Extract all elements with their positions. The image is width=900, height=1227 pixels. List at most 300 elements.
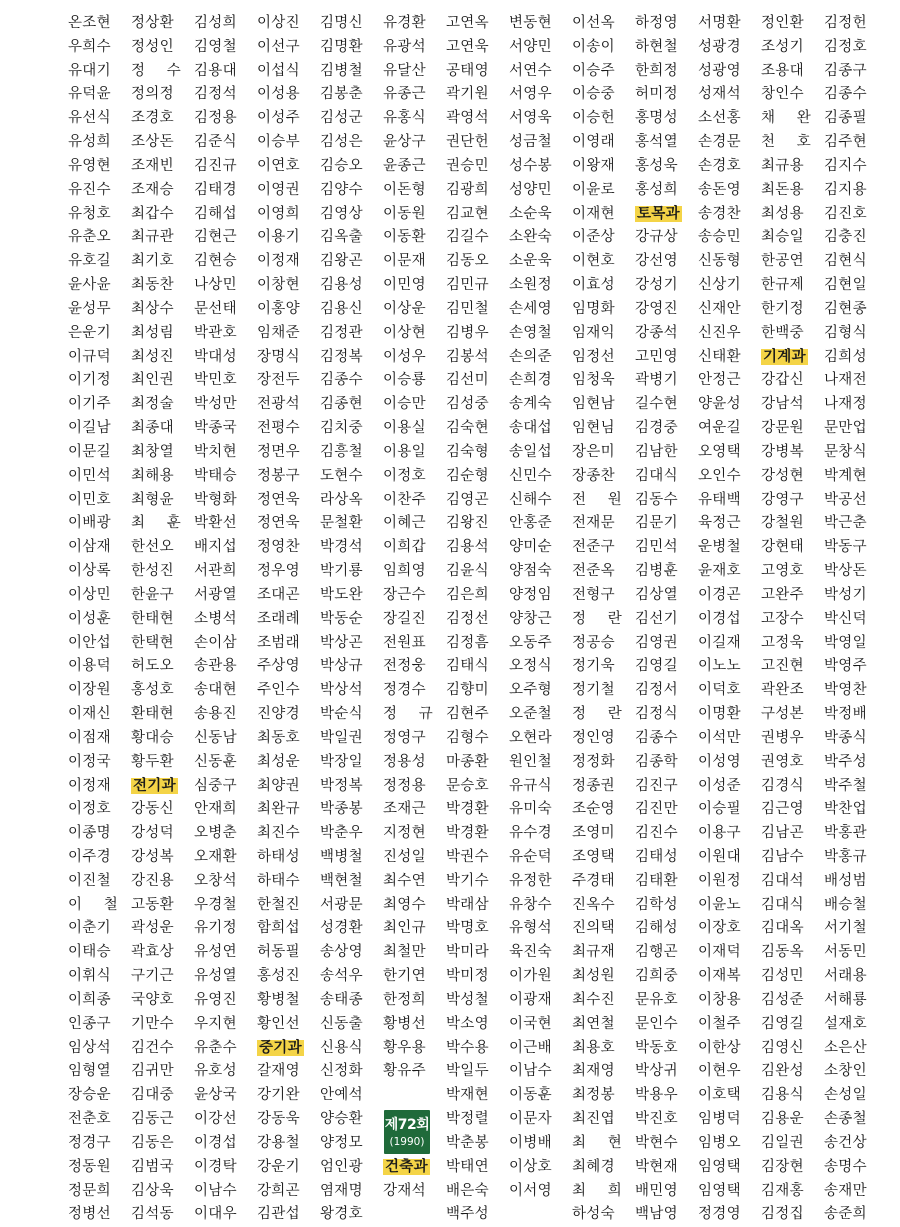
name-entry: 이재신 <box>68 706 111 723</box>
name-entry: 이남수 <box>194 1182 237 1199</box>
name-entry: 김문기 <box>635 515 678 532</box>
name-entry: 김민석 <box>635 539 678 556</box>
name-entry: 유종근 <box>383 86 426 103</box>
name-entry: 송대현 <box>194 682 237 699</box>
name-entry: 라상옥 <box>320 491 363 508</box>
name-entry: 오정식 <box>509 658 552 675</box>
name-entry: 주상영 <box>257 658 300 675</box>
name-entry: 강철원 <box>761 515 804 532</box>
name-entry: 김동은 <box>131 1134 174 1151</box>
name-entry: 박장일 <box>320 753 363 770</box>
name-entry: 최돈용 <box>761 181 804 198</box>
name-entry: 육진숙 <box>509 944 552 961</box>
name-entry: 정 수 <box>131 62 181 79</box>
name-entry: 이강선 <box>194 1111 237 1128</box>
name-entry: 이승중 <box>572 86 615 103</box>
name-entry: 박래삼 <box>446 896 489 913</box>
department-heading: 전기과 <box>133 777 176 794</box>
name-entry: 유호성 <box>194 1063 237 1080</box>
name-entry: 하정영 <box>635 15 678 31</box>
name-entry: 이승만 <box>383 396 426 413</box>
name-entry: 장승운 <box>68 1087 111 1104</box>
name-entry: 박공선 <box>824 491 867 508</box>
name-entry: 김영길 <box>761 1015 804 1032</box>
name-entry: 허도오 <box>131 658 174 675</box>
name-entry: 김영권 <box>635 634 678 651</box>
name-entry: 이찬주 <box>383 491 426 508</box>
name-entry: 강갑신 <box>761 372 804 389</box>
name-entry: 박춘봉 <box>446 1134 489 1151</box>
name-entry: 엄인광 <box>320 1158 363 1175</box>
name-entry: 김용신 <box>320 300 363 317</box>
name-entry: 배승철 <box>824 896 867 913</box>
name-entry: 오병춘 <box>194 825 237 842</box>
name-entry: 박찬업 <box>824 801 867 818</box>
name-entry: 이근배 <box>509 1039 552 1056</box>
name-entry: 이민영 <box>383 277 426 294</box>
name-entry: 박주철 <box>824 777 867 794</box>
name-entry: 이문길 <box>68 443 111 460</box>
name-entry: 임채준 <box>257 324 300 341</box>
name-entry: 유미숙 <box>509 801 552 818</box>
name-entry: 윤상구 <box>383 134 426 151</box>
name-entry: 김종구 <box>824 62 867 79</box>
name-entry: 원인철 <box>509 753 552 770</box>
name-entry: 김현식 <box>824 253 867 270</box>
name-entry: 김종수 <box>635 729 678 746</box>
name-entry: 장근수 <box>383 586 426 603</box>
name-entry: 이용일 <box>383 443 426 460</box>
name-entry: 신정화 <box>320 1063 363 1080</box>
name-entry: 박대성 <box>194 348 237 365</box>
name-entry: 조용대 <box>761 62 804 79</box>
name-entry: 소은산 <box>824 1039 867 1056</box>
name-entry: 최성원 <box>572 968 615 985</box>
name-entry: 이장호 <box>698 920 741 937</box>
name-entry: 여운길 <box>698 420 741 437</box>
name-entry: 조영택 <box>572 848 615 865</box>
name-entry: 이돈형 <box>383 181 426 198</box>
name-entry: 강남석 <box>761 396 804 413</box>
name-entry: 심중구 <box>194 777 237 794</box>
name-entry: 한희정 <box>635 62 678 79</box>
name-entry: 정공승 <box>572 634 615 651</box>
name-entry: 최종대 <box>131 420 174 437</box>
name-entry: 정종권 <box>572 777 615 794</box>
name-entry: 김은희 <box>446 586 489 603</box>
name-entry: 정경영 <box>698 1206 741 1223</box>
name-entry: 권승민 <box>446 157 489 174</box>
name-entry: 오영택 <box>698 443 741 460</box>
name-entry: 한윤구 <box>131 586 174 603</box>
name-entry: 정정화 <box>572 753 615 770</box>
name-entry: 정경수 <box>383 682 426 699</box>
department-heading: 토목과 <box>637 205 680 222</box>
name-entry: 소운욱 <box>509 253 552 270</box>
name-entry: 박미라 <box>446 944 489 961</box>
name-entry: 이정호 <box>68 801 111 818</box>
name-entry: 이길남 <box>68 420 111 437</box>
name-entry: 김민규 <box>446 277 489 294</box>
name-entry: 이상현 <box>383 324 426 341</box>
name-entry: 이국현 <box>509 1015 552 1032</box>
name-entry: 이대우 <box>194 1206 237 1223</box>
name-entry: 김종수 <box>320 372 363 389</box>
name-entry: 유수경 <box>509 825 552 842</box>
name-entry: 김흥철 <box>320 443 363 460</box>
name-entry: 전춘호 <box>68 1111 111 1128</box>
name-entry: 김해섭 <box>194 205 237 222</box>
name-entry: 유덕윤 <box>68 86 111 103</box>
name-entry: 강현태 <box>761 539 804 556</box>
name-entry: 하성숙 <box>572 1206 615 1223</box>
name-entry: 박동순 <box>320 610 363 627</box>
name-entry: 전광석 <box>257 396 300 413</box>
name-entry: 이홍양 <box>257 300 300 317</box>
name-entry: 박정복 <box>320 777 363 794</box>
name-entry: 서래용 <box>824 968 867 985</box>
name-entry: 강희곤 <box>257 1182 300 1199</box>
name-entry: 김재홍 <box>761 1182 804 1199</box>
name-entry: 고정욱 <box>761 634 804 651</box>
name-entry: 정 란 <box>572 610 622 627</box>
name-entry: 김용운 <box>761 1111 804 1128</box>
name-entry: 최성진 <box>131 348 174 365</box>
name-entry: 박정렬 <box>446 1111 489 1128</box>
name-entry: 왕경호 <box>320 1206 363 1223</box>
name-entry: 김태성 <box>635 848 678 865</box>
name-entry: 이희종 <box>68 991 111 1008</box>
name-entry: 유대기 <box>68 62 111 79</box>
name-entry: 김성민 <box>761 968 804 985</box>
name-entry: 김병우 <box>446 324 489 341</box>
name-entry: 손영철 <box>509 324 552 341</box>
name-entry: 김상욱 <box>131 1182 174 1199</box>
name-entry: 김종현 <box>320 396 363 413</box>
name-entry: 신용식 <box>320 1039 363 1056</box>
name-entry: 한택현 <box>131 634 174 651</box>
name-entry: 박태승 <box>194 467 237 484</box>
name-entry: 신해수 <box>509 491 552 508</box>
name-entry: 박종식 <box>824 729 867 746</box>
name-entry: 한태현 <box>131 610 174 627</box>
name-entry: 김숙현 <box>446 420 489 437</box>
name-entry: 소완숙 <box>509 229 552 246</box>
name-entry: 정영구 <box>383 729 426 746</box>
name-entry: 강진용 <box>131 872 174 889</box>
name-entry: 황대승 <box>131 729 174 746</box>
name-entry: 김지용 <box>824 181 867 198</box>
name-entry: 이한상 <box>698 1039 741 1056</box>
name-entry: 이가원 <box>509 968 552 985</box>
name-entry: 최창열 <box>131 443 174 460</box>
name-entry: 박춘우 <box>320 825 363 842</box>
name-entry: 김정식 <box>635 706 678 723</box>
name-entry: 성광경 <box>698 38 741 55</box>
name-entry: 서명환 <box>698 15 741 31</box>
name-entry: 채 완 <box>761 110 811 127</box>
name-entry: 송승민 <box>698 229 741 246</box>
name-entry: 윤사윤 <box>68 277 111 294</box>
name-entry: 허미정 <box>635 86 678 103</box>
name-entry: 한선오 <box>131 539 174 556</box>
name-entry: 김선미 <box>446 372 489 389</box>
name-entry: 이안섭 <box>68 634 111 651</box>
name-entry: 최연철 <box>572 1015 615 1032</box>
name-entry: 최진수 <box>257 825 300 842</box>
name-entry: 문유호 <box>635 991 678 1008</box>
name-entry: 박상돈 <box>824 563 867 580</box>
name-entry: 박관호 <box>194 324 237 341</box>
name-entry: 유춘오 <box>68 229 111 246</box>
name-entry: 유성열 <box>194 968 237 985</box>
name-entry: 안재희 <box>194 801 237 818</box>
name-entry: 신동남 <box>194 729 237 746</box>
name-entry: 김완성 <box>761 1063 804 1080</box>
name-entry: 유경환 <box>383 15 426 31</box>
name-entry: 정인영 <box>572 729 615 746</box>
name-entry: 김지수 <box>824 157 867 174</box>
name-entry: 소병석 <box>194 610 237 627</box>
name-entry: 박경환 <box>446 825 489 842</box>
name-entry: 서해룡 <box>824 991 867 1008</box>
name-entry: 배지섭 <box>194 539 237 556</box>
name-entry: 이희갑 <box>383 539 426 556</box>
name-entry: 김동수 <box>635 491 678 508</box>
name-entry: 김승오 <box>320 157 363 174</box>
name-entry: 최완규 <box>257 801 300 818</box>
name-entry: 최양권 <box>257 777 300 794</box>
name-entry: 김형수 <box>446 729 489 746</box>
name-entry: 나재정 <box>824 396 867 413</box>
name-entry: 송석우 <box>320 968 363 985</box>
name-entry: 문선태 <box>194 300 237 317</box>
name-entry: 신상기 <box>698 277 741 294</box>
name-entry: 강동신 <box>131 801 174 818</box>
name-entry: 김현근 <box>194 229 237 246</box>
name-entry: 정영찬 <box>257 539 300 556</box>
name-entry: 박경석 <box>320 539 363 556</box>
name-entry: 백현철 <box>320 872 363 889</box>
name-entry: 이정국 <box>68 753 111 770</box>
name-entry: 문승호 <box>446 777 489 794</box>
name-entry: 이정재 <box>257 253 300 270</box>
name-entry: 박형화 <box>194 491 237 508</box>
name-entry: 박재현 <box>446 1087 489 1104</box>
name-entry: 유태백 <box>698 491 741 508</box>
name-entry: 정병선 <box>68 1206 111 1223</box>
name-entry: 박기수 <box>446 872 489 889</box>
name-entry: 양창근 <box>509 610 552 627</box>
name-entry: 김대식 <box>761 896 804 913</box>
name-entry: 김순형 <box>446 467 489 484</box>
name-entry: 신동훈 <box>194 753 237 770</box>
name-entry: 최동찬 <box>131 277 174 294</box>
name-entry: 최정술 <box>131 396 174 413</box>
name-entry: 서기철 <box>824 920 867 937</box>
name-entry: 유영현 <box>68 157 111 174</box>
name-entry: 이왕재 <box>572 157 615 174</box>
name-entry: 황병선 <box>383 1015 426 1032</box>
name-entry: 문만업 <box>824 420 867 437</box>
name-entry: 김대식 <box>635 467 678 484</box>
name-entry: 정성인 <box>131 38 174 55</box>
name-entry: 이점재 <box>68 729 111 746</box>
name-entry: 이동훈 <box>509 1087 552 1104</box>
name-entry: 양정임 <box>509 586 552 603</box>
name-entry: 유영진 <box>194 991 237 1008</box>
name-entry: 임병오 <box>698 1134 741 1151</box>
name-entry: 한정희 <box>383 991 426 1008</box>
name-entry: 박일권 <box>320 729 363 746</box>
name-entry: 유홍식 <box>383 110 426 127</box>
name-entry: 성광영 <box>698 62 741 79</box>
name-entry: 김용대 <box>194 62 237 79</box>
name-entry: 이철주 <box>698 1015 741 1032</box>
name-entry: 기만수 <box>131 1015 174 1032</box>
name-entry: 박상석 <box>320 682 363 699</box>
name-entry: 성재석 <box>698 86 741 103</box>
name-entry: 김윤식 <box>446 563 489 580</box>
name-entry: 김치중 <box>320 420 363 437</box>
name-entry: 김봉석 <box>446 348 489 365</box>
name-entry: 서동민 <box>824 944 867 961</box>
name-entry: 이 철 <box>68 896 118 913</box>
name-entry: 정동원 <box>68 1158 111 1175</box>
name-entry: 전형구 <box>572 586 615 603</box>
name-entry: 강기완 <box>257 1087 300 1104</box>
name-entry: 김경식 <box>761 777 804 794</box>
name-entry: 온조현 <box>68 15 111 31</box>
name-entry: 한공연 <box>761 253 804 270</box>
name-entry: 김대석 <box>761 872 804 889</box>
name-entry: 전평수 <box>257 420 300 437</box>
name-entry: 조순영 <box>572 801 615 818</box>
name-entry: 백남영 <box>635 1206 678 1223</box>
name-entry: 김범국 <box>131 1158 174 1175</box>
name-entry: 조상돈 <box>131 134 174 151</box>
name-entry: 백주성 <box>446 1206 489 1223</box>
name-entry: 이문재 <box>383 253 426 270</box>
name-entry: 양정모 <box>320 1134 363 1151</box>
name-entry: 최진엽 <box>572 1111 615 1128</box>
name-entry: 장은미 <box>572 443 615 460</box>
name-entry: 최상수 <box>131 300 174 317</box>
name-entry: 박명호 <box>446 920 489 937</box>
name-entry: 환태현 <box>131 706 174 723</box>
name-entry: 임현남 <box>572 396 615 413</box>
name-entry: 최인규 <box>383 920 426 937</box>
name-entry: 김현주 <box>446 706 489 723</box>
name-entry: 정정용 <box>383 777 426 794</box>
name-entry: 안정근 <box>698 372 741 389</box>
name-entry: 오재환 <box>194 848 237 865</box>
name-entry: 송대섭 <box>509 420 552 437</box>
name-entry: 김정석 <box>194 86 237 103</box>
name-entry: 권영호 <box>761 753 804 770</box>
name-entry: 유규식 <box>509 777 552 794</box>
name-entry: 강동욱 <box>257 1111 300 1128</box>
name-entry: 김충진 <box>824 229 867 246</box>
name-entry: 김명신 <box>320 15 363 31</box>
name-entry: 김상열 <box>635 586 678 603</box>
name-entry: 서영욱 <box>509 110 552 127</box>
name-entry: 이경섭 <box>194 1134 237 1151</box>
name-entry: 이창현 <box>257 277 300 294</box>
name-entry: 김태식 <box>446 658 489 675</box>
name-entry: 신민수 <box>509 467 552 484</box>
name-entry: 박성철 <box>446 991 489 1008</box>
name-entry: 이동환 <box>383 229 426 246</box>
name-entry: 고동환 <box>131 896 174 913</box>
name-entry: 조재근 <box>383 801 426 818</box>
name-entry: 임병덕 <box>698 1111 741 1128</box>
name-entry: 최기호 <box>131 253 174 270</box>
name-entry: 유호길 <box>68 253 111 270</box>
name-entry: 이휘식 <box>68 968 111 985</box>
name-entry: 소창인 <box>824 1063 867 1080</box>
name-entry: 최인권 <box>131 372 174 389</box>
name-entry: 이승필 <box>698 801 741 818</box>
name-entry: 하태수 <box>257 872 300 889</box>
name-entry: 홍성희 <box>635 181 678 198</box>
name-entry: 김정관 <box>320 324 363 341</box>
name-entry: 이성영 <box>698 753 741 770</box>
name-entry: 김장현 <box>761 1158 804 1175</box>
department-heading: 기계과 <box>763 348 806 365</box>
name-entry: 김진수 <box>635 825 678 842</box>
name-entry: 주경태 <box>572 872 615 889</box>
name-entry: 송돈영 <box>698 181 741 198</box>
name-entry: 윤종근 <box>383 157 426 174</box>
name-entry: 오현라 <box>509 729 552 746</box>
name-entry: 정경구 <box>68 1134 111 1151</box>
name-entry: 강성기 <box>635 277 678 294</box>
name-entry: 이배광 <box>68 515 111 532</box>
name-entry: 정연욱 <box>257 491 300 508</box>
name-entry: 박상곤 <box>320 634 363 651</box>
name-entry: 김용식 <box>761 1087 804 1104</box>
name-entry: 유달산 <box>383 62 426 79</box>
name-entry: 이성훈 <box>68 610 111 627</box>
name-entry: 양미순 <box>509 539 552 556</box>
name-entry: 김정집 <box>761 1206 804 1223</box>
name-entry: 서영우 <box>509 86 552 103</box>
name-entry: 이동원 <box>383 205 426 222</box>
name-entry: 고완주 <box>761 586 804 603</box>
name-entry: 백병철 <box>320 848 363 865</box>
name-entry: 김영철 <box>194 38 237 55</box>
name-entry: 박환선 <box>194 515 237 532</box>
name-entry: 손경호 <box>698 157 741 174</box>
name-entry: 염재명 <box>320 1182 363 1199</box>
name-entry: 김정복 <box>320 348 363 365</box>
name-entry: 김정흠 <box>446 634 489 651</box>
name-entry: 김근영 <box>761 801 804 818</box>
name-entry: 이경탁 <box>194 1158 237 1175</box>
name-entry: 김건수 <box>131 1039 174 1056</box>
name-entry: 이덕호 <box>698 682 741 699</box>
name-entry: 송준희 <box>824 1206 867 1223</box>
name-entry: 홍명성 <box>635 110 678 127</box>
name-entry: 박종국 <box>194 420 237 437</box>
name-entry: 정우영 <box>257 563 300 580</box>
name-entry: 최용호 <box>572 1039 615 1056</box>
name-entry: 김행곤 <box>635 944 678 961</box>
name-entry: 길수현 <box>635 396 678 413</box>
name-entry: 한기정 <box>761 300 804 317</box>
name-entry: 김정선 <box>446 610 489 627</box>
